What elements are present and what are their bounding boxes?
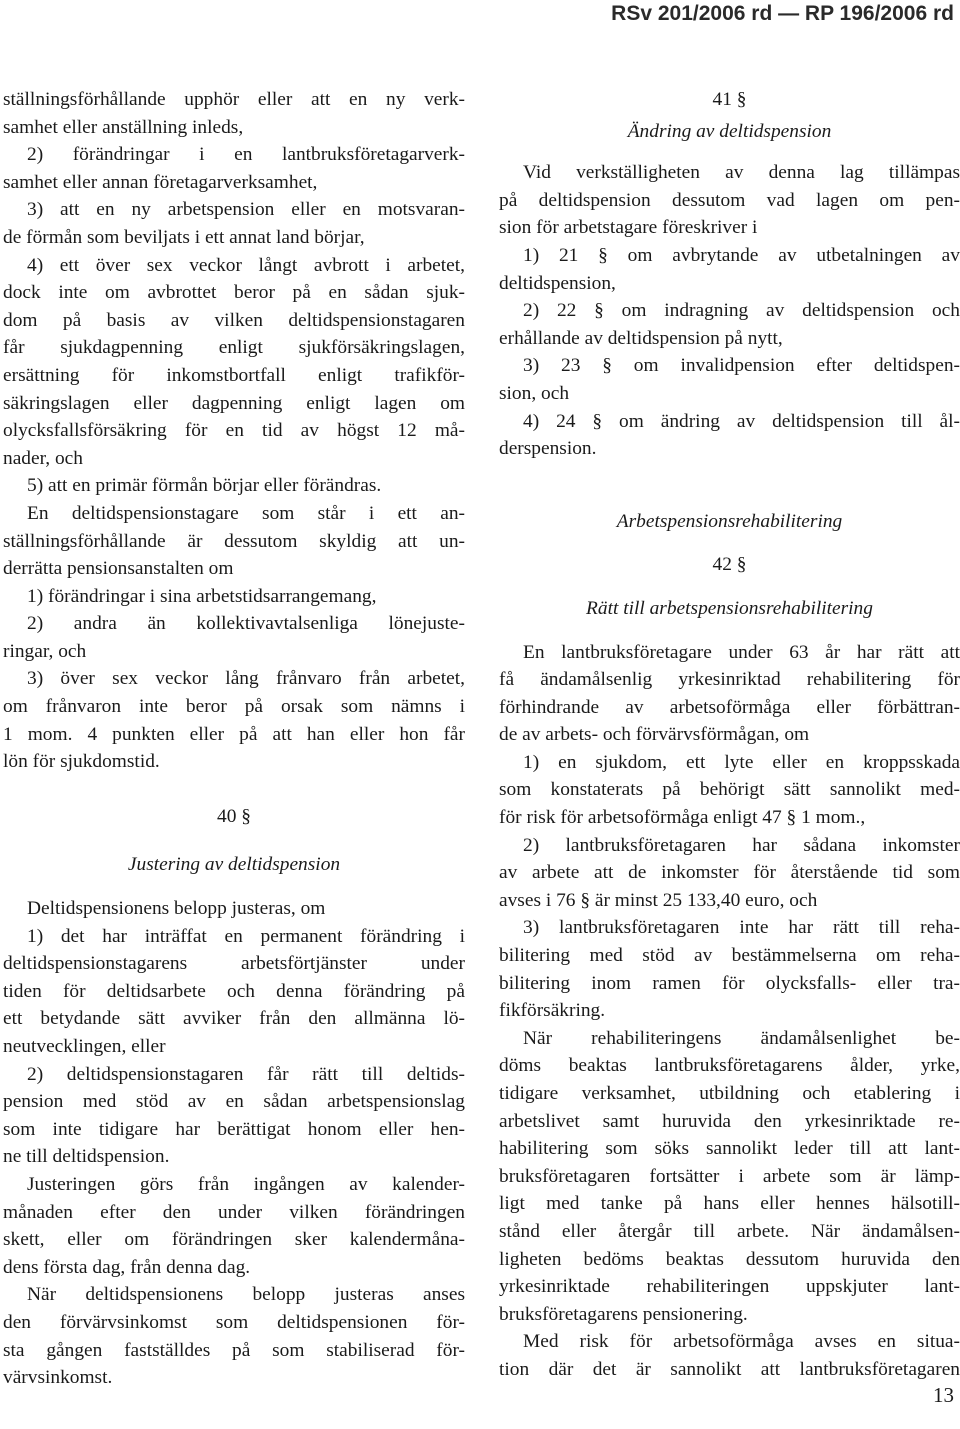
text-line: på deltidspension dessutom vad lagen om pen-	[499, 189, 960, 211]
text-line: arbetslivet samt huruvida den yrkesinriktade re-	[499, 1110, 960, 1132]
text-line: 2) förändringar i en lantbruksföretagarverk-	[27, 144, 465, 166]
text-line: ersättning för inkomstbortfall enligt trafikför-	[3, 364, 465, 386]
text-line: 1) 21 § om avbrytande av utbetalningen av	[523, 244, 960, 266]
text-line: 2) andra än kollektivavtalsenliga lönejuste-	[27, 613, 465, 635]
paragraph	[499, 639, 960, 1384]
left-column	[3, 86, 465, 1392]
text-line: När rehabiliteringens ändamålsenlighet be-	[523, 1027, 960, 1049]
text-line: olycksfallsförsäkring för en tid av högst 12 må-	[3, 420, 465, 442]
text-line: bruksföretagaren fortsätter i arbete som är lämp-	[499, 1165, 960, 1187]
text-line: om frånvaron inte beror på orsak som nämns i	[3, 696, 465, 718]
text-line: 3) över sex veckor lång frånvaro från arbetet,	[27, 668, 465, 690]
text-line: den förvärvsinkomst som deltidspensionen för-	[3, 1311, 465, 1333]
text-line: En deltidspensionstagare som står i ett an-	[27, 502, 465, 524]
text-line: förhindrande av arbetsoförmåga eller förbättran-	[499, 696, 960, 718]
text-line: som konstaterats på behörigt sätt sannolikt med-	[499, 779, 960, 801]
text-line: få ändamålsenlig yrkesinriktad rehabilitering för	[499, 669, 960, 691]
text-line: bilitering inom ramen för olycksfalls- eller tra-	[499, 972, 960, 994]
text-line: värvsinkomst.	[3, 1367, 113, 1389]
text-line: yrkesinriktade rehabiliteringen uppskjuter lant-	[499, 1276, 960, 1298]
paragraph	[3, 86, 465, 776]
section-title: Justering av deltidspension	[127, 854, 341, 876]
text-line: dom på basis av vilken deltidspensionstagaren	[3, 309, 465, 331]
section-number: 42 §	[712, 554, 747, 576]
text-line: sta gången fastställdes på som stabiliserad för-	[3, 1339, 465, 1361]
text-line: sion för arbetstagare föreskriver i	[499, 217, 758, 239]
text-line: ringar, och	[3, 640, 87, 662]
right-column	[499, 86, 960, 1384]
text-line: för risk för arbetsoförmåga enligt 47 § 1 mom.,	[499, 807, 866, 829]
text-line: derspension.	[499, 438, 597, 460]
text-line: Vid verkställigheten av denna lag tillämpas	[523, 162, 960, 184]
section-number: 41 §	[712, 89, 747, 110]
text-line: När deltidspensionens belopp justeras anses	[27, 1284, 465, 1306]
text-line: fikförsäkring.	[499, 1000, 606, 1022]
text-line: 2) 22 § om indragning av deltidspension och	[523, 300, 960, 322]
text-line: 4) ett över sex veckor långt avbrott i arbetet,	[27, 254, 465, 276]
text-line: 4) 24 § om ändring av deltidspension till ål-	[523, 410, 960, 432]
text-line: döms beaktas lantbruksföretagarens ålder, yrke,	[499, 1055, 960, 1077]
text-line: erhållande av deltidspension på nytt,	[499, 327, 783, 349]
text-line: skett, eller om förändringen sker kalendermåna-	[3, 1229, 465, 1251]
text-line: dens första dag, från denna dag.	[3, 1256, 251, 1278]
text-line: nader, och	[3, 447, 83, 469]
text-line: får sjukdagpenning enligt sjukförsäkringslagen,	[3, 337, 465, 359]
text-line: tiden för deltidsarbete och denna förändring på	[3, 980, 465, 1002]
text-line: neutvecklingen, eller	[3, 1036, 166, 1057]
section-title: Rätt till arbetspensionsrehabilitering	[586, 597, 873, 619]
text-line: bilitering med stöd av bestämmelserna om reha-	[499, 945, 960, 967]
text-line: deltidspension,	[499, 272, 616, 294]
text-line: sion, och	[499, 382, 570, 404]
text-line: ligt med tanke på hans eller hennes hälsotill-	[499, 1193, 960, 1215]
text-line: ställningsförhållande upphör eller att en ny verk-	[3, 89, 465, 110]
text-line: av arbete att de inkomster för återstående tid som	[499, 862, 960, 884]
text-line: dock inte om avbrottet beror på en sådan sjuk-	[3, 282, 465, 304]
text-line: En lantbruksföretagare under 63 år har rätt att	[523, 641, 960, 663]
text-line: derrätta pensionsanstalten om	[3, 558, 234, 580]
text-line: Med risk för arbetsoförmåga avses en situa-	[523, 1331, 960, 1353]
text-line: tidigare verksamhet, utbildning och etablering i	[499, 1083, 960, 1104]
text-line: 3) lantbruksföretagaren inte har rätt till reha-	[523, 917, 960, 939]
page-number: 13	[933, 1383, 954, 1407]
text-line: 1 mom. 4 punkten eller på att han eller hon får	[3, 723, 465, 745]
text-line: samhet eller annan företagarverksamhet,	[3, 171, 318, 193]
text-line: tion där det är sannolikt att lantbruksföretagaren	[499, 1358, 960, 1380]
running-head: RSv 201/2006 rd — RP 196/2006 rd	[611, 2, 954, 25]
text-line: som inte tidigare har berättigat honom eller hen-	[3, 1118, 465, 1140]
text-line: habilitering som söks sannolikt leder till att lant-	[499, 1138, 960, 1160]
text-line: 2) deltidspensionstagaren får rätt till deltids-	[27, 1063, 465, 1085]
text-line: 1) det har inträffat en permanent förändring i	[27, 925, 465, 947]
text-line: avses i 76 § är minst 25 133,40 euro, och	[499, 889, 818, 911]
chapter-heading: Arbetspensionsrehabilitering	[616, 510, 843, 532]
text-line: pension med stöd av en sådan arbetspensionslag	[3, 1091, 465, 1113]
text-line: bruksföretagarens pensionering.	[499, 1303, 748, 1325]
text-line: Deltidspensionens belopp justeras, om	[27, 898, 326, 920]
text-line: lön för sjukdomstid.	[3, 751, 160, 773]
text-line: 1) förändringar i sina arbetstidsarrangemang,	[27, 585, 377, 607]
text-line: ne till deltidspension.	[3, 1146, 170, 1168]
text-line: samhet eller anställning inleds,	[3, 116, 244, 138]
text-line: ett betydande sätt avviker från den allmänna lö-	[3, 1008, 465, 1030]
text-line: deltidspensionstagarens arbetsförtjänster under	[3, 953, 465, 975]
text-line: Justeringen görs från ingången av kalender-	[27, 1173, 465, 1195]
text-line: de förmån som beviljats i ett annat land börjar,	[3, 226, 365, 248]
text-line: 3) att en ny arbetspension eller en motsvaran-	[27, 199, 465, 221]
text-line: 2) lantbruksföretagaren har sådana inkomster	[523, 834, 960, 856]
section-title: Ändring av deltidspension	[627, 120, 832, 142]
section-number: 40 §	[217, 805, 251, 827]
text-line: stånd eller återgår till arbete. När ändamålsen-	[499, 1220, 960, 1242]
paragraph	[3, 895, 465, 1392]
text-line: ställningsförhållande är dessutom skyldig att un-	[3, 530, 465, 552]
text-line: 3) 23 § om invalidpension efter deltidspen-	[523, 355, 960, 377]
paragraph	[499, 159, 960, 463]
text-line: 5) att en primär förmån börjar eller förändras.	[27, 475, 382, 497]
text-line: ligheten bedöms beaktas dessutom huruvida den	[499, 1248, 960, 1270]
text-line: de av arbets- och förvärvsförmågan, om	[499, 724, 810, 746]
text-line: månaden efter den under vilken förändringen	[3, 1201, 465, 1223]
text-line: 1) en sjukdom, ett lyte eller en kroppsskada	[523, 751, 960, 773]
text-line: säkringslagen eller dagpenning enligt lagen om	[3, 392, 465, 414]
